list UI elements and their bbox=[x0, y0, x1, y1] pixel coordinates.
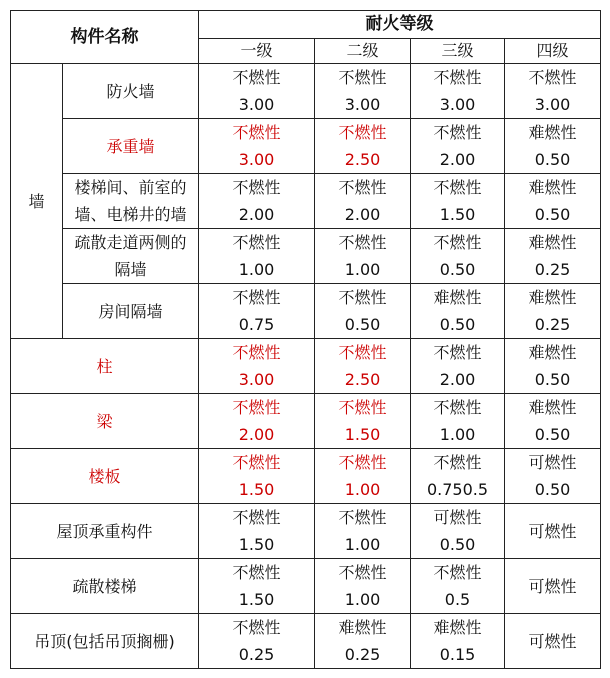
fire-resistance-hours: 1.00 bbox=[238, 260, 275, 279]
component-name: 疏散楼梯 bbox=[11, 559, 199, 614]
combustibility: 可燃性 bbox=[528, 453, 577, 472]
fire-resistance-hours: 0.50 bbox=[534, 205, 571, 224]
rating-cell bbox=[411, 284, 505, 339]
fire-resistance-hours: 1.00 bbox=[344, 260, 381, 279]
combustibility: 不燃性 bbox=[232, 178, 281, 197]
table-body bbox=[11, 64, 601, 669]
rating-cell bbox=[505, 394, 601, 449]
rating-cell bbox=[505, 284, 601, 339]
fire-resistance-hours: 2.00 bbox=[439, 150, 476, 169]
fire-resistance-hours: 0.750.5 bbox=[426, 480, 489, 499]
header-level-1: 一级 bbox=[199, 39, 315, 64]
rating-cell bbox=[315, 229, 411, 284]
component-name: 柱 bbox=[11, 339, 199, 394]
combustibility: 不燃性 bbox=[338, 453, 387, 472]
fire-resistance-hours: 3.00 bbox=[534, 95, 571, 114]
fire-resistance-hours: 0.50 bbox=[439, 535, 476, 554]
rating-cell bbox=[411, 174, 505, 229]
rating-cell bbox=[199, 614, 315, 669]
header-level-3: 三级 bbox=[411, 39, 505, 64]
combustibility: 不燃性 bbox=[232, 453, 281, 472]
fire-resistance-hours: 2.50 bbox=[344, 150, 381, 169]
fire-resistance-hours: 0.50 bbox=[534, 370, 571, 389]
combustibility: 不燃性 bbox=[338, 343, 387, 362]
fire-resistance-hours: 0.50 bbox=[439, 315, 476, 334]
combustibility: 不燃性 bbox=[338, 563, 387, 582]
table-row bbox=[11, 64, 601, 119]
fire-resistance-hours: 0.25 bbox=[238, 645, 275, 664]
fire-resistance-hours: 0.25 bbox=[534, 315, 571, 334]
rating-cell bbox=[505, 64, 601, 119]
combustibility: 难燃性 bbox=[528, 123, 577, 142]
combustibility: 可燃性 bbox=[528, 631, 577, 651]
combustibility: 不燃性 bbox=[433, 453, 482, 472]
combustibility: 不燃性 bbox=[338, 398, 387, 417]
fire-resistance-hours: 1.00 bbox=[439, 425, 476, 444]
fire-resistance-hours: 1.00 bbox=[344, 535, 381, 554]
combustibility: 难燃性 bbox=[528, 288, 577, 307]
fire-resistance-hours: 0.50 bbox=[344, 315, 381, 334]
combustibility: 不燃性 bbox=[433, 178, 482, 197]
rating-cell bbox=[411, 614, 505, 669]
rating-cell bbox=[199, 449, 315, 504]
fire-resistance-hours: 0.50 bbox=[534, 425, 571, 444]
combustibility: 不燃性 bbox=[433, 123, 482, 142]
table-row bbox=[11, 284, 601, 339]
rating-cell bbox=[315, 284, 411, 339]
fire-resistance-hours: 1.50 bbox=[344, 425, 381, 444]
combustibility: 不燃性 bbox=[528, 68, 577, 87]
fire-resistance-hours: 3.00 bbox=[238, 95, 275, 114]
combustibility: 不燃性 bbox=[338, 123, 387, 142]
combustibility: 难燃性 bbox=[338, 618, 387, 637]
fire-resistance-hours: 1.50 bbox=[238, 480, 275, 499]
rating-cell bbox=[199, 229, 315, 284]
header-level-2: 二级 bbox=[315, 39, 411, 64]
fire-resistance-hours: 0.50 bbox=[534, 480, 571, 499]
table-row bbox=[11, 229, 601, 284]
rating-cell bbox=[315, 559, 411, 614]
combustibility: 难燃性 bbox=[528, 343, 577, 362]
fire-resistance-hours: 0.25 bbox=[344, 645, 381, 664]
table-row bbox=[11, 119, 601, 174]
fire-resistance-hours: 2.00 bbox=[238, 425, 275, 444]
rating-cell bbox=[199, 64, 315, 119]
combustibility: 不燃性 bbox=[433, 233, 482, 252]
fire-resistance-hours: 1.50 bbox=[238, 535, 275, 554]
fire-resistance-hours: 2.00 bbox=[439, 370, 476, 389]
combustibility: 可燃性 bbox=[528, 521, 577, 541]
fire-resistance-table bbox=[10, 10, 601, 669]
combustibility: 不燃性 bbox=[338, 178, 387, 197]
fire-resistance-hours: 2.50 bbox=[344, 370, 381, 389]
table-row bbox=[11, 559, 601, 614]
table-row bbox=[11, 449, 601, 504]
rating-cell bbox=[315, 614, 411, 669]
component-name: 屋顶承重构件 bbox=[11, 504, 199, 559]
rating-cell bbox=[411, 394, 505, 449]
combustibility: 不燃性 bbox=[232, 233, 281, 252]
combustibility: 不燃性 bbox=[433, 563, 482, 582]
component-name: 梁 bbox=[11, 394, 199, 449]
fire-resistance-hours: 0.5 bbox=[444, 590, 471, 609]
rating-cell bbox=[315, 64, 411, 119]
combustibility: 不燃性 bbox=[338, 68, 387, 87]
rating-cell bbox=[411, 504, 505, 559]
rating-cell bbox=[315, 504, 411, 559]
component-name: 房间隔墙 bbox=[63, 284, 199, 339]
combustibility: 不燃性 bbox=[232, 618, 281, 637]
component-name: 防火墙 bbox=[63, 64, 199, 119]
fire-resistance-hours: 1.50 bbox=[238, 590, 275, 609]
wall-group-label: 墙 bbox=[11, 64, 63, 339]
rating-cell bbox=[505, 449, 601, 504]
rating-cell bbox=[315, 174, 411, 229]
fire-resistance-hours: 0.50 bbox=[534, 150, 571, 169]
rating-cell bbox=[505, 229, 601, 284]
rating-cell bbox=[411, 64, 505, 119]
fire-resistance-hours: 0.75 bbox=[238, 315, 275, 334]
fire-resistance-hours: 1.50 bbox=[439, 205, 476, 224]
component-name: 楼板 bbox=[11, 449, 199, 504]
combustibility: 不燃性 bbox=[433, 398, 482, 417]
fire-resistance-hours: 0.50 bbox=[439, 260, 476, 279]
combustibility: 难燃性 bbox=[528, 233, 577, 252]
combustibility: 不燃性 bbox=[232, 343, 281, 362]
header-fire-level: 耐火等级 bbox=[199, 11, 601, 39]
fire-resistance-hours: 2.00 bbox=[238, 205, 275, 224]
table-row bbox=[11, 504, 601, 559]
rating-cell bbox=[411, 229, 505, 284]
rating-cell bbox=[505, 559, 601, 614]
rating-cell bbox=[505, 174, 601, 229]
combustibility: 难燃性 bbox=[433, 618, 482, 637]
combustibility: 不燃性 bbox=[433, 68, 482, 87]
component-name: 疏散走道两侧的隔墙 bbox=[63, 229, 199, 284]
rating-cell bbox=[199, 339, 315, 394]
rating-cell bbox=[315, 339, 411, 394]
fire-resistance-hours: 3.00 bbox=[344, 95, 381, 114]
combustibility: 不燃性 bbox=[232, 68, 281, 87]
fire-resistance-hours: 3.00 bbox=[238, 150, 275, 169]
rating-cell bbox=[505, 339, 601, 394]
rating-cell bbox=[199, 284, 315, 339]
fire-resistance-hours: 0.15 bbox=[439, 645, 476, 664]
rating-cell bbox=[505, 119, 601, 174]
combustibility: 不燃性 bbox=[232, 563, 281, 582]
rating-cell bbox=[411, 449, 505, 504]
combustibility: 不燃性 bbox=[433, 343, 482, 362]
rating-cell bbox=[505, 504, 601, 559]
table-row bbox=[11, 394, 601, 449]
rating-cell bbox=[315, 394, 411, 449]
fire-resistance-hours: 1.00 bbox=[344, 480, 381, 499]
rating-cell bbox=[199, 174, 315, 229]
combustibility: 不燃性 bbox=[338, 288, 387, 307]
rating-cell bbox=[199, 394, 315, 449]
combustibility: 不燃性 bbox=[232, 508, 281, 527]
component-name: 吊顶(包括吊顶搁栅) bbox=[11, 614, 199, 669]
component-name: 承重墙 bbox=[63, 119, 199, 174]
combustibility: 不燃性 bbox=[338, 508, 387, 527]
combustibility: 不燃性 bbox=[232, 398, 281, 417]
table-row bbox=[11, 174, 601, 229]
fire-resistance-hours: 0.25 bbox=[534, 260, 571, 279]
combustibility: 可燃性 bbox=[433, 508, 482, 527]
rating-cell bbox=[199, 119, 315, 174]
combustibility: 不燃性 bbox=[232, 123, 281, 142]
combustibility: 可燃性 bbox=[528, 576, 577, 596]
component-name: 楼梯间、前室的墙、电梯井的墙 bbox=[63, 174, 199, 229]
fire-resistance-hours: 2.00 bbox=[344, 205, 381, 224]
header-level-4: 四级 bbox=[505, 39, 601, 64]
fire-resistance-hours: 1.00 bbox=[344, 590, 381, 609]
rating-cell bbox=[315, 449, 411, 504]
combustibility: 难燃性 bbox=[433, 288, 482, 307]
rating-cell bbox=[411, 559, 505, 614]
table-row bbox=[11, 339, 601, 394]
rating-cell bbox=[505, 614, 601, 669]
combustibility: 不燃性 bbox=[338, 233, 387, 252]
fire-resistance-hours: 3.00 bbox=[439, 95, 476, 114]
rating-cell bbox=[411, 339, 505, 394]
combustibility: 难燃性 bbox=[528, 178, 577, 197]
header-component-name: 构件名称 bbox=[11, 11, 199, 64]
fire-resistance-hours: 3.00 bbox=[238, 370, 275, 389]
rating-cell bbox=[199, 559, 315, 614]
combustibility: 不燃性 bbox=[232, 288, 281, 307]
rating-cell bbox=[315, 119, 411, 174]
rating-cell bbox=[411, 119, 505, 174]
table-row bbox=[11, 614, 601, 669]
combustibility: 难燃性 bbox=[528, 398, 577, 417]
rating-cell bbox=[199, 504, 315, 559]
